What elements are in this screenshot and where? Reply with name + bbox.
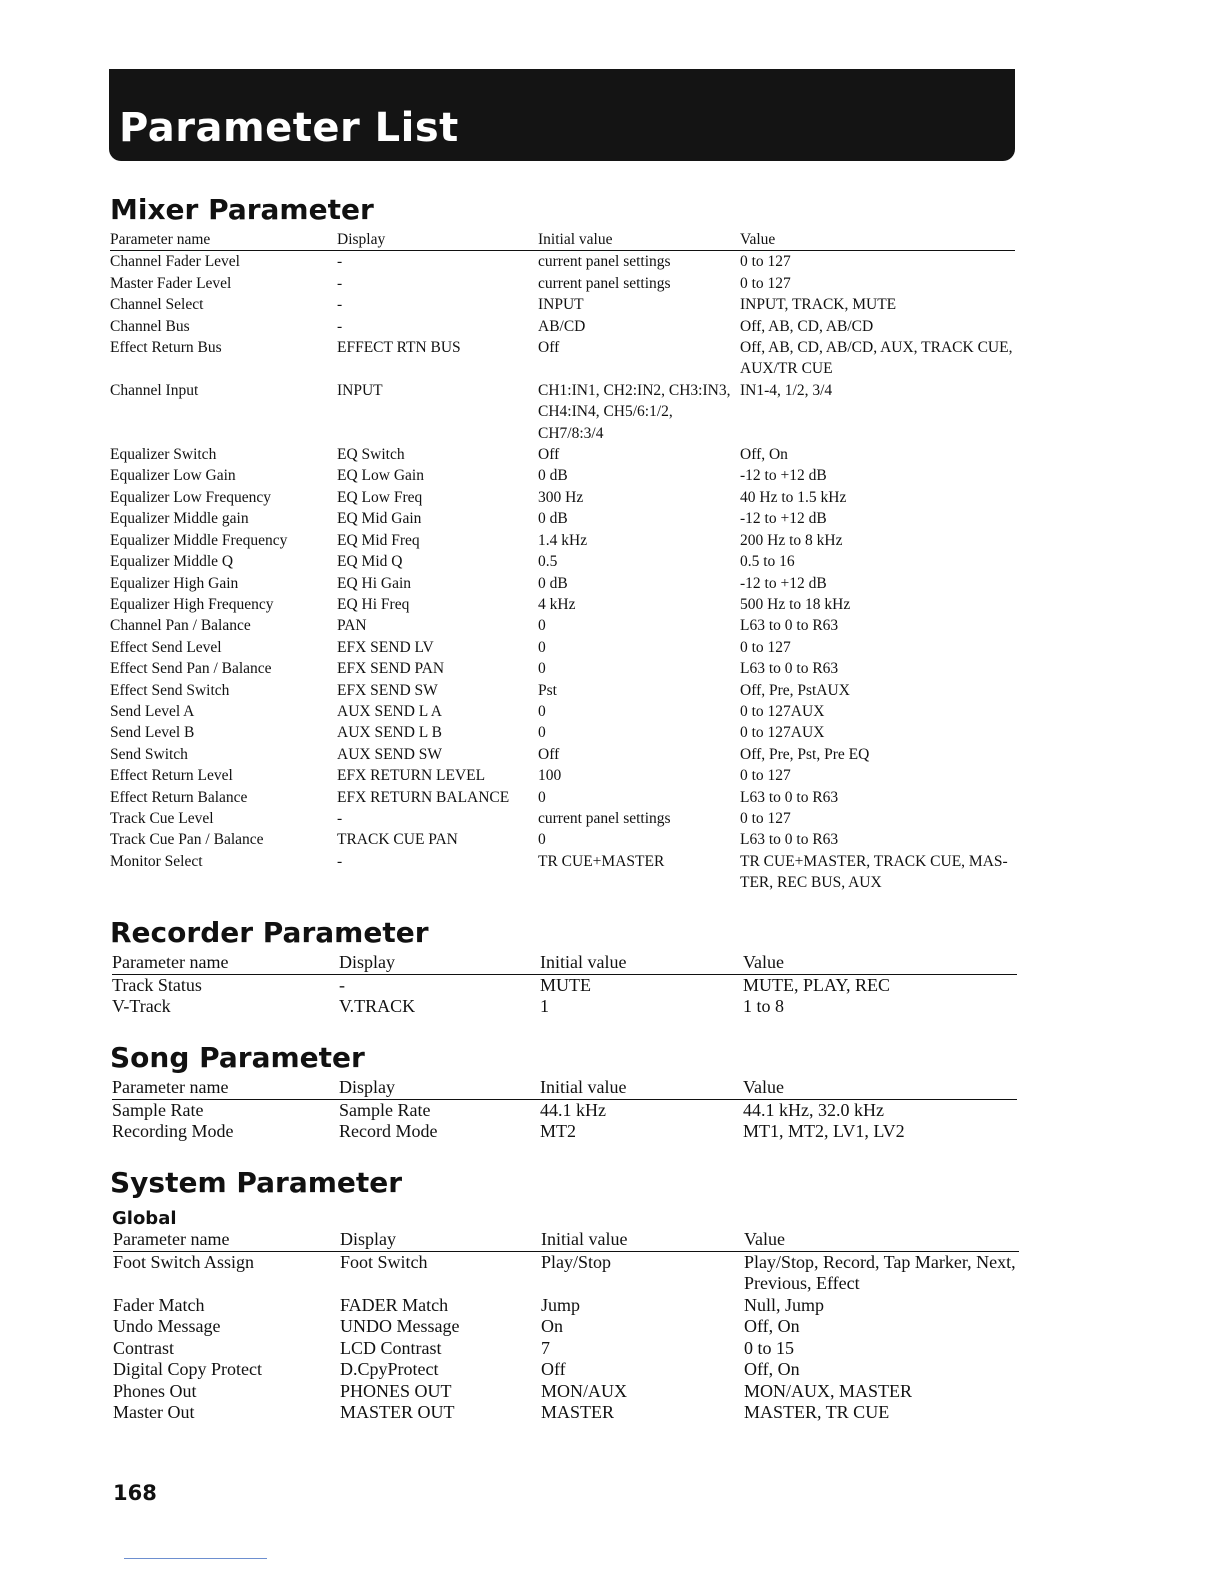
- initial-value-cell: Off: [541, 1359, 566, 1379]
- table-row: [110, 765, 1015, 786]
- table-row: [110, 487, 1015, 508]
- value-cell: 0 to 15: [744, 1337, 795, 1358]
- value-cell: 0 to 127: [740, 767, 791, 785]
- col-header-name: Parameter name: [113, 1229, 340, 1251]
- display-cell: Foot Switch: [340, 1251, 428, 1272]
- initial-value-cell: 0: [538, 638, 546, 656]
- table-row: [113, 1402, 1019, 1424]
- initial-value-cell: 0: [538, 702, 546, 720]
- title-banner: [109, 69, 1015, 161]
- system-section-title: System Parameter: [110, 1166, 403, 1199]
- table-row: [112, 996, 1017, 1018]
- table-header-row: [113, 1229, 1019, 1251]
- param-name-cell: Digital Copy Protect: [113, 1359, 262, 1379]
- initial-value-cell: 0.5: [538, 553, 558, 571]
- initial-value-cell: 0: [538, 660, 546, 678]
- display-cell: Record Mode: [339, 1121, 438, 1141]
- display-cell: EFX RETURN LEVEL: [337, 767, 486, 785]
- value-cell: 0 to 127: [740, 253, 791, 271]
- display-cell: FADER Match: [340, 1294, 449, 1315]
- param-name-cell: Track Cue Level: [110, 809, 214, 827]
- col-header-value: Value: [744, 1229, 1019, 1251]
- display-cell: -: [339, 974, 345, 995]
- display-cell: V.TRACK: [339, 996, 416, 1016]
- value-cell: 0 to 127: [740, 638, 791, 656]
- display-cell: -: [337, 253, 343, 271]
- param-name-cell: Contrast: [113, 1337, 174, 1358]
- col-header-display: Display: [340, 1229, 541, 1251]
- display-cell: -: [337, 317, 343, 335]
- param-name-cell: Equalizer High Frequency: [110, 595, 274, 613]
- table-row: [113, 1251, 1019, 1295]
- param-name-cell: Equalizer Middle Q: [110, 553, 234, 571]
- table-row: [110, 508, 1015, 529]
- table-row: [110, 551, 1015, 572]
- display-cell: EQ Mid Freq: [337, 531, 420, 549]
- table-row: [110, 787, 1015, 808]
- recorder-section-title: Recorder Parameter: [110, 916, 429, 949]
- param-name-cell: Channel Input: [110, 381, 199, 399]
- table-body: [110, 251, 1015, 894]
- table-row: [110, 658, 1015, 679]
- col-header-value: Value: [743, 952, 1017, 974]
- value-cell: L63 to 0 to R63: [740, 660, 839, 678]
- table-row: [110, 851, 1015, 894]
- param-name-cell: Fader Match: [113, 1294, 205, 1315]
- value-cell: MON/AUX, MASTER: [744, 1380, 913, 1401]
- initial-value-cell: 0: [538, 788, 546, 806]
- display-cell: LCD Contrast: [340, 1337, 442, 1358]
- initial-value-cell: 0 dB: [538, 574, 568, 592]
- initial-value-cell: MON/AUX: [541, 1380, 628, 1401]
- display-cell: -: [337, 274, 343, 292]
- param-name-cell: Send Switch: [110, 745, 188, 763]
- initial-value-cell: TR CUE+MASTER: [538, 852, 665, 870]
- value-cell: Off, On: [740, 446, 788, 464]
- table-row: [110, 444, 1015, 465]
- param-name-cell: Channel Bus: [110, 317, 190, 335]
- value-cell: INPUT, TRACK, MUTE: [740, 296, 897, 314]
- display-cell: AUX SEND SW: [337, 745, 443, 763]
- param-name-cell: Effect Send Level: [110, 638, 222, 656]
- value-cell: 40 Hz to 1.5 kHz: [740, 488, 847, 506]
- param-name-cell: Equalizer Middle Frequency: [110, 531, 288, 549]
- table-row: [110, 294, 1015, 315]
- table-row: [112, 1099, 1017, 1121]
- table-row: [110, 530, 1015, 551]
- param-name-cell: Foot Switch Assign: [113, 1251, 255, 1272]
- col-header-initial: Initial value: [538, 229, 740, 251]
- table-row: [110, 465, 1015, 486]
- table-header-row: [112, 952, 1017, 974]
- value-cell: -12 to +12 dB: [740, 510, 827, 528]
- value-cell: IN1-4, 1/2, 3/4: [740, 381, 833, 399]
- initial-value-cell: 7: [541, 1337, 550, 1358]
- table-row: [110, 615, 1015, 636]
- mixer-section-title: Mixer Parameter: [110, 193, 374, 226]
- value-cell: 0 to 127AUX: [740, 724, 825, 742]
- value-cell: 500 Hz to 18 kHz: [740, 595, 851, 613]
- initial-value-cell: current panel settings: [538, 809, 671, 827]
- table-row: [110, 722, 1015, 743]
- table-row: [110, 316, 1015, 337]
- song-section-title: Song Parameter: [110, 1041, 365, 1074]
- table-body: [112, 1099, 1017, 1143]
- mixer-table: [110, 229, 1015, 894]
- recorder-table: [112, 952, 1017, 1018]
- table-row: [110, 829, 1015, 850]
- param-name-cell: Equalizer Middle gain: [110, 510, 249, 528]
- value-cell: -12 to +12 dB: [740, 574, 827, 592]
- param-name-cell: Effect Return Level: [110, 767, 233, 785]
- param-name-cell: Channel Select: [110, 296, 204, 314]
- display-cell: EQ Switch: [337, 446, 405, 464]
- value-cell: TR CUE+MASTER, TRACK CUE, MAS-TER, REC BUS, AUX: [740, 852, 1008, 892]
- table-row: [113, 1295, 1019, 1317]
- initial-value-cell: 300 Hz: [538, 488, 584, 506]
- value-cell: -12 to +12 dB: [740, 467, 827, 485]
- param-name-cell: Equalizer Switch: [110, 446, 217, 464]
- initial-value-cell: 0 dB: [538, 467, 568, 485]
- param-name-cell: Effect Return Balance: [110, 788, 248, 806]
- page-number: 168: [113, 1481, 157, 1505]
- col-header-name: Parameter name: [112, 1077, 339, 1099]
- initial-value-cell: 44.1 kHz: [540, 1099, 606, 1120]
- table-row: [110, 808, 1015, 829]
- table-row: [112, 1121, 1017, 1143]
- value-cell: Null, Jump: [744, 1294, 825, 1315]
- footer-rule: [124, 1558, 267, 1559]
- table-row: [110, 701, 1015, 722]
- param-name-cell: Send Level A: [110, 702, 195, 720]
- initial-value-cell: MUTE: [540, 974, 591, 995]
- table-row: [113, 1359, 1019, 1381]
- table-row: [110, 594, 1015, 615]
- value-cell: Off, On: [744, 1359, 800, 1379]
- display-cell: -: [337, 809, 343, 827]
- global-subtitle: Global: [112, 1208, 177, 1229]
- param-name-cell: Equalizer Low Gain: [110, 467, 236, 485]
- system-table: [113, 1229, 1019, 1424]
- value-cell: Off, Pre, Pst, Pre EQ: [740, 745, 870, 763]
- initial-value-cell: current panel settings: [538, 274, 671, 292]
- col-header-initial: Initial value: [540, 1077, 743, 1099]
- table-row: [110, 744, 1015, 765]
- initial-value-cell: MASTER: [541, 1402, 615, 1422]
- value-cell: L63 to 0 to R63: [740, 831, 839, 849]
- display-cell: EQ Low Gain: [337, 467, 424, 485]
- table-row: [110, 273, 1015, 294]
- table-row: [110, 680, 1015, 701]
- display-cell: EQ Mid Q: [337, 553, 403, 571]
- initial-value-cell: Play/Stop: [541, 1251, 612, 1272]
- table-header-row: [112, 1077, 1017, 1099]
- initial-value-cell: Off: [538, 745, 560, 763]
- param-name-cell: Track Status: [112, 974, 202, 995]
- param-name-cell: V-Track: [112, 996, 171, 1016]
- param-name-cell: Master Fader Level: [110, 274, 232, 292]
- value-cell: L63 to 0 to R63: [740, 788, 839, 806]
- initial-value-cell: 0: [538, 617, 546, 635]
- initial-value-cell: INPUT: [538, 296, 584, 314]
- col-header-value: Value: [743, 1077, 1017, 1099]
- initial-value-cell: Pst: [538, 681, 557, 699]
- initial-value-cell: 100: [538, 767, 562, 785]
- display-cell: MASTER OUT: [340, 1402, 455, 1422]
- display-cell: EFFECT RTN BUS: [337, 339, 461, 357]
- initial-value-cell: 0: [538, 724, 546, 742]
- display-cell: PAN: [337, 617, 367, 635]
- display-cell: EFX SEND LV: [337, 638, 434, 656]
- initial-value-cell: 4 kHz: [538, 595, 576, 613]
- param-name-cell: Phones Out: [113, 1380, 197, 1401]
- display-cell: TRACK CUE PAN: [337, 831, 458, 849]
- song-table: [112, 1077, 1017, 1143]
- value-cell: 0 to 127: [740, 274, 791, 292]
- display-cell: -: [337, 852, 343, 870]
- initial-value-cell: Off: [538, 446, 560, 464]
- param-name-cell: Master Out: [113, 1402, 195, 1422]
- table-row: [113, 1316, 1019, 1338]
- display-cell: EQ Hi Freq: [337, 595, 410, 613]
- display-cell: EFX SEND PAN: [337, 660, 445, 678]
- value-cell: 0.5 to 16: [740, 553, 795, 571]
- param-name-cell: Channel Pan / Balance: [110, 617, 251, 635]
- param-name-cell: Effect Return Bus: [110, 339, 222, 357]
- initial-value-cell: MT2: [540, 1121, 576, 1141]
- table-body: [112, 974, 1017, 1018]
- display-cell: EQ Low Freq: [337, 488, 423, 506]
- col-header-value: Value: [740, 229, 1015, 251]
- display-cell: D.CpyProtect: [340, 1359, 439, 1379]
- table-row: [112, 974, 1017, 996]
- col-header-initial: Initial value: [541, 1229, 744, 1251]
- param-name-cell: Undo Message: [113, 1316, 221, 1336]
- initial-value-cell: Jump: [541, 1294, 581, 1315]
- value-cell: MT1, MT2, LV1, LV2: [743, 1121, 905, 1141]
- value-cell: L63 to 0 to R63: [740, 617, 839, 635]
- value-cell: Off, Pre, PstAUX: [740, 681, 850, 699]
- initial-value-cell: current panel settings: [538, 253, 671, 271]
- initial-value-cell: CH1:IN1, CH2:IN2, CH3:IN3, CH4:IN4, CH5/6:1/2, CH7/8:3/4: [538, 381, 731, 442]
- value-cell: MUTE, PLAY, REC: [743, 974, 891, 995]
- table-row: [113, 1381, 1019, 1403]
- initial-value-cell: 0: [538, 831, 546, 849]
- col-header-name: Parameter name: [110, 229, 337, 251]
- initial-value-cell: On: [541, 1316, 563, 1336]
- initial-value-cell: 1: [540, 996, 549, 1016]
- table-row: [110, 251, 1015, 273]
- table-body: [113, 1251, 1019, 1424]
- display-cell: INPUT: [337, 381, 383, 399]
- param-name-cell: Track Cue Pan / Balance: [110, 831, 264, 849]
- param-name-cell: Equalizer Low Frequency: [110, 488, 271, 506]
- value-cell: Play/Stop, Record, Tap Marker, Next, Previous, Effect: [744, 1251, 1016, 1293]
- display-cell: AUX SEND L B: [337, 724, 442, 742]
- table-row: [110, 637, 1015, 658]
- display-cell: EQ Mid Gain: [337, 510, 422, 528]
- param-name-cell: Send Level B: [110, 724, 195, 742]
- initial-value-cell: Off: [538, 339, 560, 357]
- display-cell: EQ Hi Gain: [337, 574, 412, 592]
- display-cell: EFX RETURN BALANCE: [337, 788, 510, 806]
- col-header-display: Display: [339, 1077, 540, 1099]
- value-cell: 0 to 127: [740, 809, 791, 827]
- initial-value-cell: AB/CD: [538, 317, 586, 335]
- display-cell: Sample Rate: [339, 1099, 431, 1120]
- value-cell: 1 to 8: [743, 996, 785, 1016]
- col-header-name: Parameter name: [112, 952, 339, 974]
- initial-value-cell: 0 dB: [538, 510, 568, 528]
- value-cell: MASTER, TR CUE: [744, 1402, 890, 1422]
- col-header-initial: Initial value: [540, 952, 743, 974]
- col-header-display: Display: [339, 952, 540, 974]
- display-cell: AUX SEND L A: [337, 702, 442, 720]
- value-cell: Off, AB, CD, AB/CD, AUX, TRACK CUE, AUX/TR CUE: [740, 339, 1013, 378]
- value-cell: 0 to 127AUX: [740, 702, 825, 720]
- value-cell: 200 Hz to 8 kHz: [740, 531, 843, 549]
- page-title: Parameter List: [119, 105, 459, 151]
- display-cell: UNDO Message: [340, 1316, 460, 1336]
- param-name-cell: Effect Send Pan / Balance: [110, 660, 272, 678]
- table-row: [110, 573, 1015, 594]
- param-name-cell: Monitor Select: [110, 852, 203, 870]
- col-header-display: Display: [337, 229, 538, 251]
- value-cell: 44.1 kHz, 32.0 kHz: [743, 1099, 884, 1120]
- table-header-row: [110, 229, 1015, 251]
- display-cell: PHONES OUT: [340, 1380, 452, 1401]
- param-name-cell: Recording Mode: [112, 1121, 234, 1141]
- initial-value-cell: 1.4 kHz: [538, 531, 588, 549]
- param-name-cell: Equalizer High Gain: [110, 574, 239, 592]
- value-cell: Off, AB, CD, AB/CD: [740, 317, 874, 335]
- value-cell: Off, On: [744, 1316, 800, 1336]
- param-name-cell: Effect Send Switch: [110, 681, 230, 699]
- param-name-cell: Sample Rate: [112, 1099, 204, 1120]
- param-name-cell: Channel Fader Level: [110, 253, 240, 271]
- table-row: [110, 337, 1015, 380]
- display-cell: -: [337, 296, 343, 314]
- table-row: [110, 380, 1015, 444]
- table-row: [113, 1338, 1019, 1360]
- display-cell: EFX SEND SW: [337, 681, 438, 699]
